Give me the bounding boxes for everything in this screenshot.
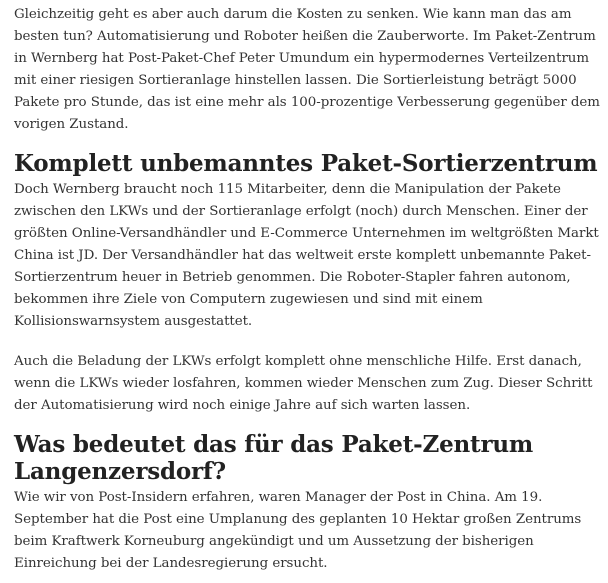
section-heading-sorting-center: Komplett unbemanntes Paket-Sortierzentrum xyxy=(14,150,598,177)
intro-paragraph: Gleichzeitig geht es aber auch darum die Kosten zu senken. Wie kann man das am besten tun? Automatisierung und Roboter heißen die Zauberworte. Im Paket-Zentrum in Wernberg hat Post-Paket-Chef Peter Umundum ein hypermodernes Verteilzentrum mit einer riesigen Sortieranlage hinstellen lassen. Die Sortierleistung beträgt 5000 Pakete pro Stunde, das ist eine mehr als 100-prozentige Verbesserung gegenüber dem vorigen Zustand. xyxy=(14,7,600,132)
section-heading-langenzersdorf: Was bedeutet das für das Paket-Zentrum Langenzersdorf? xyxy=(14,431,534,485)
section1-paragraph-2: Auch die Beladung der LKWs erfolgt komplett ohne menschliche Hilfe. Erst danach, wenn die LKWs wieder losfahren, kommen wieder Menschen zum Zug. Dieser Schritt der Automatisierung wird noch einige Jahre auf sich warten lassen. xyxy=(14,354,593,413)
section2-paragraph-1: Wie wir von Post-Insidern erfahren, waren Manager der Post in China. Am 19. September hat die Post eine Umplanung des geplanten 10 Hektar großen Zentrums beim Kraftwerk Korneuburg angekündigt und um Aussetzung der bisherigen Einreichung bei der Landesregierung ersucht. xyxy=(14,490,582,571)
section1-paragraph-1: Doch Wernberg braucht noch 115 Mitarbeiter, denn die Manipulation der Pakete zwischen den LKWs und der Sortieranlage erfolgt (noch) durch Menschen. Einer der größten Online-Versandhändler und E-Commerce Unternehmen im weltgrößten Markt China ist JD. Der Versandhändler hat das weltweit erste komplett unbemannte Paket-Sortierzentrum heuer in Betrieb genommen. Die Roboter-Stapler fahren autonom, bekommen ihre Ziele von Computern zugewiesen und sind mit einem Kollisionswarnsystem ausgestattet. xyxy=(14,182,599,329)
article-body xyxy=(14,4,604,575)
